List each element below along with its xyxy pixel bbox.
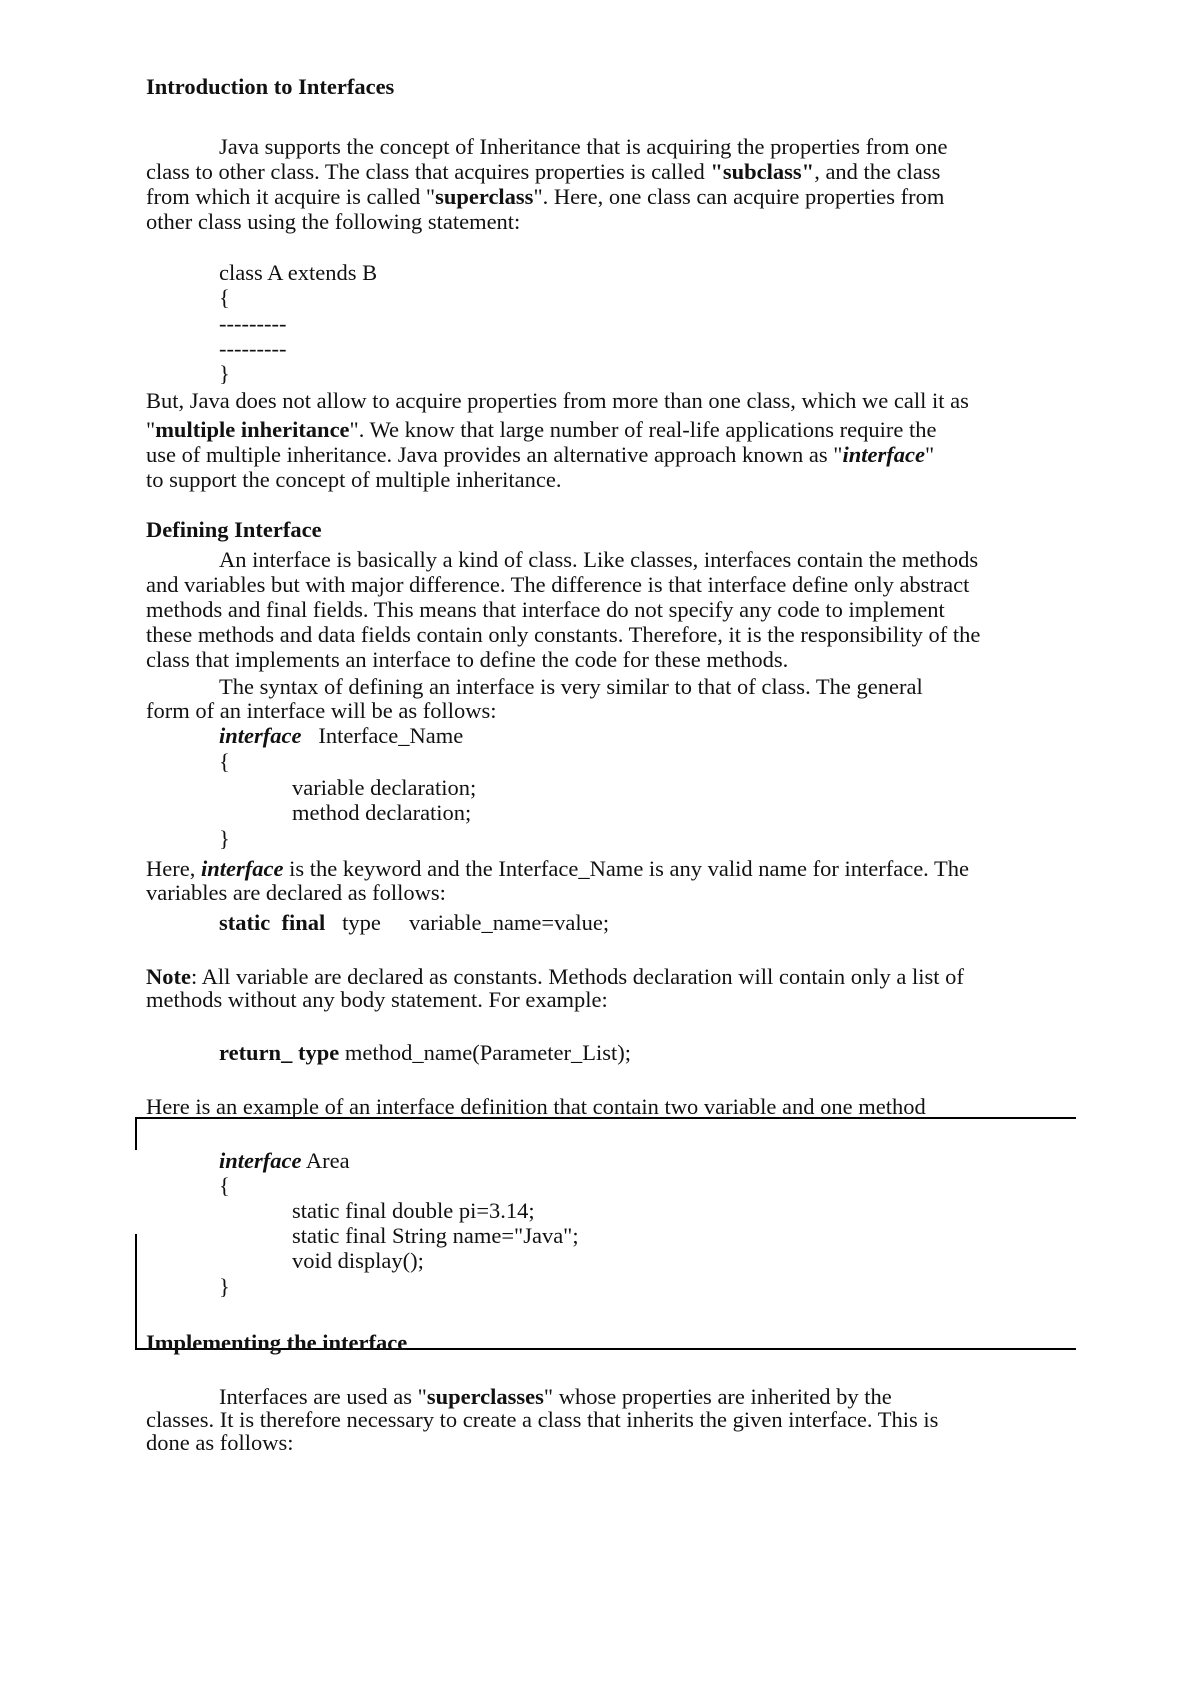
paragraph-line: and variables but with major difference. The difference is that interface define only abstract <box>146 572 970 597</box>
code-line: { <box>219 285 230 310</box>
paragraph-line: classes. It is therefore necessary to create a class that inherits the given interface. This is <box>146 1407 939 1432</box>
code-line: static final String name="Java"; <box>292 1223 579 1248</box>
section-heading: Defining Interface <box>146 517 322 542</box>
paragraph-line: Here, interface is the keyword and the Interface_Name is any valid name for interface. The <box>146 856 969 881</box>
code-line: void display(); <box>292 1248 424 1273</box>
paragraph-line: "multiple inheritance". We know that large number of real-life applications require the <box>146 417 937 442</box>
code-line: --------- <box>219 336 287 361</box>
keyword-interface: interface <box>200 856 284 881</box>
paragraph-line: use of multiple inheritance. Java provides an alternative approach known as "interface" <box>146 442 935 467</box>
paragraph-line: An interface is basically a kind of class. Like classes, interfaces contain the methods <box>219 547 979 572</box>
paragraph-line: But, Java does not allow to acquire properties from more than one class, which we call it as <box>146 388 969 413</box>
section-heading: Implementing the interface <box>146 1330 408 1355</box>
paragraph-line: other class using the following statement: <box>146 209 521 234</box>
code-line: static final double pi=3.14; <box>292 1198 535 1223</box>
paragraph-line: from which it acquire is called "superclass". Here, one class can acquire properties from <box>146 184 945 209</box>
code-line: } <box>219 361 230 386</box>
term-subclass: "subclass" <box>710 159 815 184</box>
paragraph-line: these methods and data fields contain only constants. Therefore, it is the responsibility of the <box>146 622 981 647</box>
code-line: interface Interface_Name <box>219 723 464 748</box>
paragraph-line: Java supports the concept of Inheritance that is acquiring the properties from one <box>219 134 948 159</box>
paragraph-line: to support the concept of multiple inheritance. <box>146 467 562 492</box>
paragraph-line: Note: All variable are declared as constants. Methods declaration will contain only a list of <box>146 964 964 989</box>
paragraph-line: variables are declared as follows: <box>146 880 446 905</box>
paragraph-line: Interfaces are used as "superclasses" whose properties are inherited by the <box>219 1384 892 1409</box>
code-line: --------- <box>219 311 287 336</box>
code-line: } <box>219 1274 230 1299</box>
term-interface: interface <box>842 442 925 467</box>
keyword-interface: interface <box>219 723 302 748</box>
term-multiple-inheritance: multiple inheritance <box>155 417 350 442</box>
note-label: Note <box>146 964 191 989</box>
keyword-return-type: return_ type <box>219 1040 340 1065</box>
keyword-static-final: static final <box>219 910 326 935</box>
term-superclass: superclass <box>435 184 534 209</box>
code-line: { <box>219 749 230 774</box>
box-left-border <box>135 1117 137 1150</box>
code-line: method declaration; <box>292 800 472 825</box>
code-line: static final type variable_name=value; <box>219 910 610 935</box>
paragraph-line: methods and final fields. This means that interface do not specify any code to implement <box>146 597 945 622</box>
paragraph-line: The syntax of defining an interface is very similar to that of class. The general <box>219 674 923 699</box>
paragraph-line: methods without any body statement. For example: <box>146 987 608 1012</box>
paragraph-line: class to other class. The class that acquires properties is called "subclass", and the class <box>146 159 941 184</box>
code-line: } <box>219 826 230 851</box>
code-line: interface Area <box>219 1148 350 1173</box>
paragraph-line: form of an interface will be as follows: <box>146 698 497 723</box>
paragraph-line: Here is an example of an interface definition that contain two variable and one method <box>146 1094 926 1119</box>
paragraph-line: class that implements an interface to define the code for these methods. <box>146 647 789 672</box>
paragraph-line: done as follows: <box>146 1430 294 1455</box>
keyword-interface: interface <box>219 1148 302 1173</box>
code-line: variable declaration; <box>292 775 477 800</box>
term-superclasses: superclasses <box>426 1384 544 1409</box>
code-line: return_ type method_name(Parameter_List); <box>219 1040 631 1065</box>
code-line: class A extends B <box>219 260 378 285</box>
code-line: { <box>219 1173 230 1198</box>
section-heading: Introduction to Interfaces <box>146 74 395 99</box>
box-left-border <box>135 1234 137 1349</box>
